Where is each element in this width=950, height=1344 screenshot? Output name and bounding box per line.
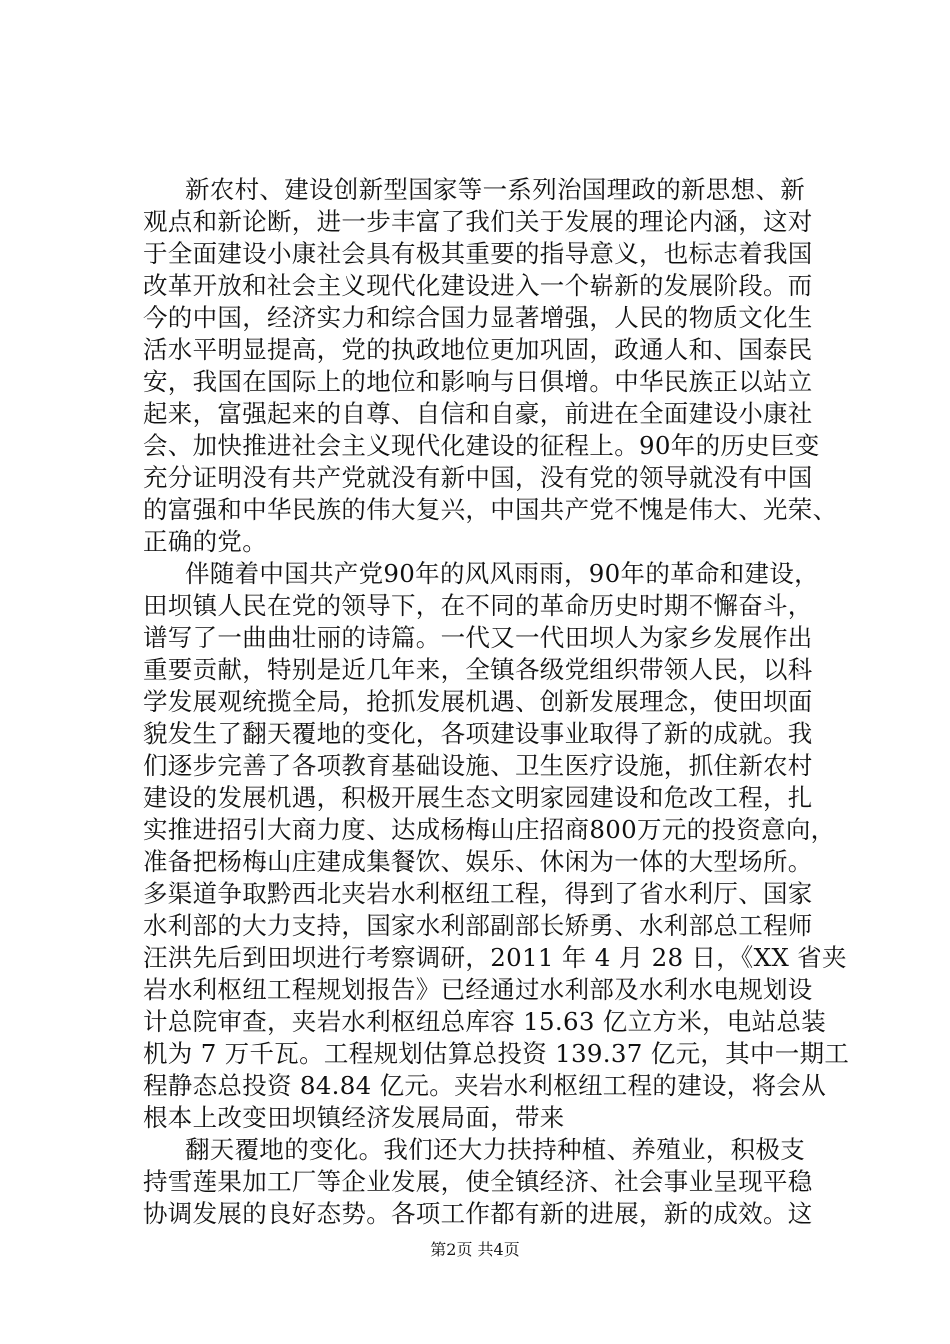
- text-line: 准备把杨梅山庄建成集餐饮、娱乐、休闲为一体的大型场所。: [143, 847, 813, 876]
- text-line: 会、加快推进社会主义现代化建设的征程上。90年的历史巨变: [143, 431, 820, 460]
- text-line: 谱写了一曲曲壮丽的诗篇。一代又一代田坝人为家乡发展作出: [143, 623, 813, 652]
- document-body: [143, 174, 850, 1230]
- text-line: 正确的党。: [143, 527, 267, 556]
- text-line: 程静态总投资 84.84 亿元。夹岩水利枢纽工程的建设，将会从: [143, 1071, 827, 1100]
- text-line: 汪洪先后到田坝进行考察调研，2011 年 4 月 28 日，《XX 省夹: [143, 943, 847, 972]
- text-line: 于全面建设小康社会具有极其重要的指导意义，也标志着我国: [143, 239, 813, 268]
- text-line: 建设的发展机遇，积极开展生态文明家园建设和危改工程，扎: [143, 783, 813, 812]
- text-line: 们逐步完善了各项教育基础设施、卫生医疗设施，抓住新农村: [143, 751, 813, 780]
- text-line: 安，我国在国际上的地位和影响与日俱增。中华民族正以站立: [143, 367, 813, 396]
- text-line: 充分证明没有共产党就没有新中国，没有党的领导就没有中国: [143, 463, 813, 492]
- text-line: 实推进招引大商力度、达成杨梅山庄招商800万元的投资意向，: [143, 815, 836, 844]
- text-line: 学发展观统揽全局，抢抓发展机遇、创新发展理念，使田坝面: [143, 687, 813, 716]
- text-line: 观点和新论断，进一步丰富了我们关于发展的理论内涵，这对: [143, 207, 813, 236]
- text-line: 活水平明显提高，党的执政地位更加巩固，政通人和、国泰民: [143, 335, 813, 364]
- text-line: 翻天覆地的变化。我们还大力扶持种植、养殖业，积极支: [185, 1135, 805, 1164]
- text-line: 貌发生了翻天覆地的变化，各项建设事业取得了新的成就。我: [143, 719, 813, 748]
- text-line: 改革开放和社会主义现代化建设进入一个崭新的发展阶段。而: [143, 271, 813, 300]
- text-line: 机为 7 万千瓦。工程规划估算总投资 139.37 亿元，其中一期工: [143, 1039, 850, 1068]
- text-line: 重要贡献，特别是近几年来，全镇各级党组织带领人民，以科: [143, 655, 813, 684]
- text-line: 的富强和中华民族的伟大复兴，中国共产党不愧是伟大、光荣、: [143, 495, 838, 524]
- text-line: 计总院审查，夹岩水利枢纽总库容 15.63 亿立方米，电站总装: [143, 1007, 827, 1036]
- text-line: 起来，富强起来的自尊、自信和自豪，前进在全面建设小康社: [143, 399, 813, 428]
- page-footer: 第2页 共4页: [430, 1240, 520, 1259]
- text-line: 岩水利枢纽工程规划报告》已经通过水利部及水利水电规划设: [143, 975, 813, 1004]
- text-line: 协调发展的良好态势。各项工作都有新的进展，新的成效。这: [143, 1199, 813, 1228]
- text-line: 多渠道争取黔西北夹岩水利枢纽工程，得到了省水利厅、国家: [143, 879, 813, 908]
- text-line: 新农村、建设创新型国家等一系列治国理政的新思想、新: [185, 175, 805, 204]
- text-line: 持雪莲果加工厂等企业发展，使全镇经济、社会事业呈现平稳: [143, 1167, 813, 1196]
- text-line: 水利部的大力支持，国家水利部副部长矫勇、水利部总工程师: [143, 911, 813, 940]
- text-line: 根本上改变田坝镇经济发展局面，带来: [143, 1103, 565, 1132]
- text-line: 今的中国，经济实力和综合国力显著增强，人民的物质文化生: [143, 303, 813, 332]
- text-line: 伴随着中国共产党90年的风风雨雨，90年的革命和建设，: [185, 559, 819, 588]
- text-line: 田坝镇人民在党的领导下，在不同的革命历史时期不懈奋斗，: [143, 591, 813, 620]
